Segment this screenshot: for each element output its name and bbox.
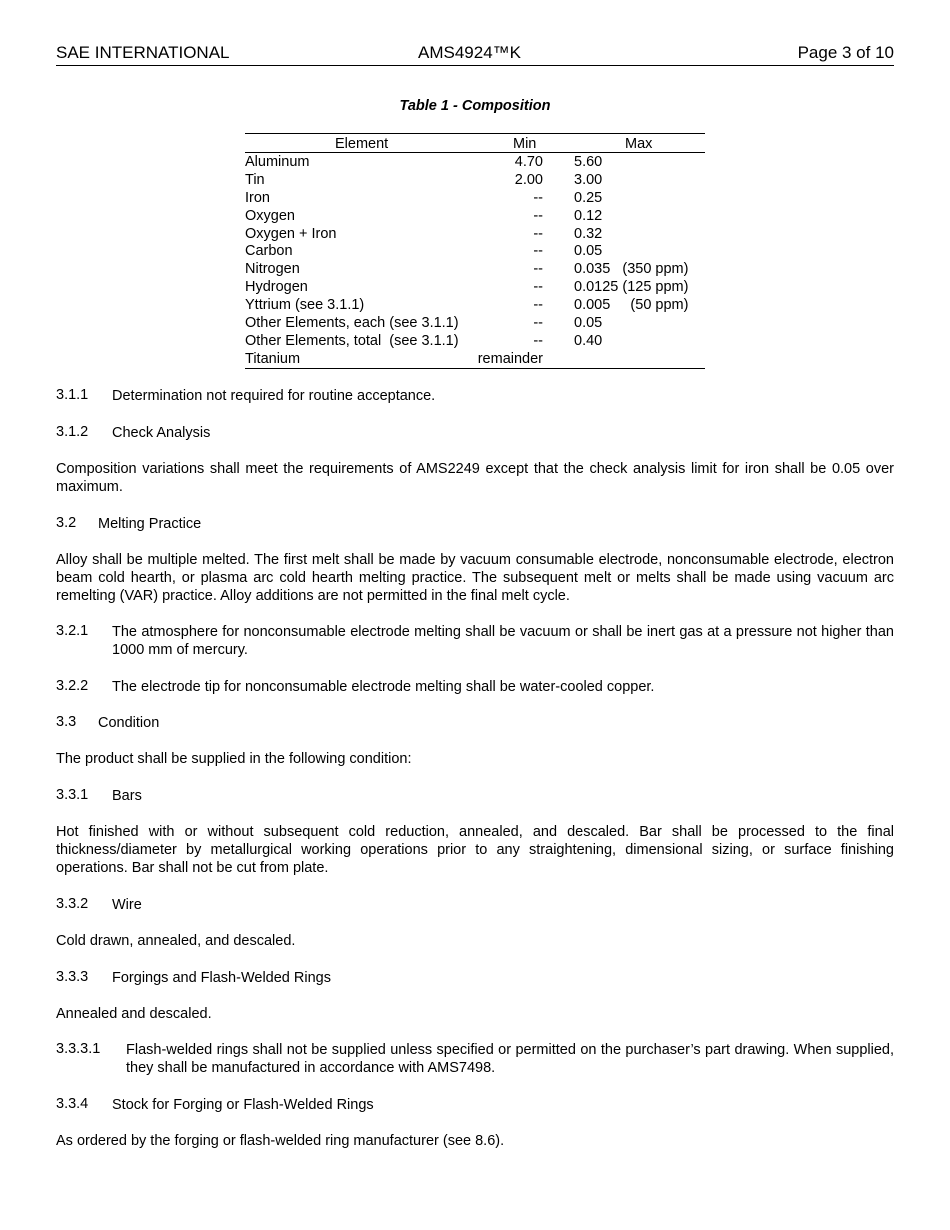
cell-min: -- <box>533 315 543 332</box>
cell-element: Aluminum <box>245 154 310 170</box>
section-number: 3.3.4 <box>56 1096 89 1112</box>
cell-element: Oxygen + Iron <box>245 225 337 242</box>
table-row <box>245 260 705 278</box>
table-row <box>245 189 705 207</box>
cell-min: 2.00 <box>514 171 543 188</box>
page-header <box>56 43 894 66</box>
cell-min: -- <box>533 189 543 206</box>
table-row <box>245 207 705 225</box>
section-title: Wire <box>112 897 142 913</box>
paragraph: Hot finished with or without subsequent cold reduction, annealed, and descaled. Bar shall be processed to the final thickness/diameter by metallurgical working operations prior to any straightening, dimensional sizing, or surface finishing operations. Bar shall not be cut from plate. <box>56 824 894 876</box>
cell-min: -- <box>533 297 543 314</box>
section-title: Forgings and Flash-Welded Rings <box>112 970 331 986</box>
section-title: Condition <box>98 715 160 731</box>
composition-table <box>245 133 705 369</box>
cell-element: Titanium <box>245 350 301 367</box>
section-number: 3.2.1 <box>56 623 89 639</box>
cell-min: -- <box>533 279 543 296</box>
cell-min: 4.70 <box>514 154 543 170</box>
table-row <box>245 296 705 314</box>
cell-max: 0.32 <box>574 225 603 242</box>
cell-element: Yttrium (see 3.1.1) <box>245 297 365 314</box>
table-row <box>245 314 705 332</box>
header-page-number: Page 3 of 10 <box>797 43 894 62</box>
paragraph: Cold drawn, annealed, and descaled. <box>56 933 296 949</box>
paragraph: Alloy shall be multiple melted. The first melt shall be made by vacuum consumable electrode, nonconsumable electrode, electron beam cold hearth, or plasma arc cold hearth melting practice. The subsequent melt or melts shall be made using vacuum arc remelting (VAR) practice. Alloy additions are not permitted in the final melt cycle. <box>56 552 894 604</box>
table-row <box>245 242 705 260</box>
cell-min: remainder <box>477 350 543 367</box>
section-number: 3.3.3.1 <box>56 1041 101 1057</box>
cell-element: Nitrogen <box>245 261 300 278</box>
table-row <box>245 225 705 243</box>
cell-element: Iron <box>245 189 270 206</box>
section-title: Stock for Forging or Flash-Welded Rings <box>112 1097 374 1113</box>
cell-element: Other Elements, each (see 3.1.1) <box>245 315 459 332</box>
section-title: Bars <box>112 788 142 804</box>
paragraph: As ordered by the forging or flash-welded ring manufacturer (see 8.6). <box>56 1133 505 1149</box>
table-body <box>245 153 705 368</box>
cell-max: 0.12 <box>574 207 603 224</box>
header-doc-number: AMS4924™K <box>418 43 521 62</box>
paragraph: The product shall be supplied in the following condition: <box>56 751 412 767</box>
cell-min: -- <box>533 225 543 242</box>
table-row <box>245 153 705 171</box>
section-title: Check Analysis <box>112 425 211 441</box>
section-number: 3.3.1 <box>56 787 89 803</box>
section-text: The atmosphere for nonconsumable electrode melting shall be vacuum or shall be inert gas at a pressure not higher than 1000 mm of mercury. <box>112 624 894 658</box>
table-caption: Table 1 - Composition <box>399 98 551 114</box>
column-header-max: Max <box>625 136 653 152</box>
cell-element: Other Elements, total (see 3.1.1) <box>245 332 459 349</box>
cell-max: 0.005 (50 ppm) <box>574 297 689 314</box>
table-row <box>245 350 705 368</box>
section-number: 3.2 <box>56 515 77 531</box>
section-text: Determination not required for routine acceptance. <box>112 388 436 404</box>
paragraph: Composition variations shall meet the requirements of AMS2249 except that the check analysis limit for iron shall be 0.05 over maximum. <box>56 461 894 495</box>
cell-max: 0.035 (350 ppm) <box>574 261 689 278</box>
cell-max: 5.60 <box>574 154 603 170</box>
cell-min: -- <box>533 207 543 224</box>
section-number: 3.3.3 <box>56 969 89 985</box>
cell-max: 3.00 <box>574 171 603 188</box>
cell-max: 0.05 <box>574 243 603 260</box>
cell-element: Tin <box>245 171 265 188</box>
section-text: Flash-welded rings shall not be supplied unless specified or permitted on the purchaser’s part drawing. When supplied, they shall be manufactured in accordance with AMS7498. <box>126 1042 894 1076</box>
section-number: 3.3.2 <box>56 896 89 912</box>
cell-element: Oxygen <box>245 207 295 224</box>
table-header-row <box>245 134 705 153</box>
paragraph: Annealed and descaled. <box>56 1006 212 1022</box>
section-text: The electrode tip for nonconsumable electrode melting shall be water-cooled copper. <box>112 679 655 695</box>
cell-max: 0.25 <box>574 189 603 206</box>
cell-max: 0.40 <box>574 332 603 349</box>
cell-max: 0.0125 (125 ppm) <box>574 279 689 296</box>
column-header-min: Min <box>513 136 537 152</box>
section-number: 3.3 <box>56 714 77 730</box>
column-header-element: Element <box>335 136 389 152</box>
section-number: 3.1.1 <box>56 387 89 403</box>
section-title: Melting Practice <box>98 516 202 532</box>
header-org: SAE INTERNATIONAL <box>56 43 230 62</box>
cell-min: -- <box>533 332 543 349</box>
cell-min: -- <box>533 261 543 278</box>
table-row <box>245 171 705 189</box>
section-number: 3.2.2 <box>56 678 89 694</box>
cell-element: Carbon <box>245 243 293 260</box>
table-row <box>245 332 705 350</box>
cell-min: -- <box>533 243 543 260</box>
cell-max: 0.05 <box>574 315 603 332</box>
table-row <box>245 278 705 296</box>
cell-element: Hydrogen <box>245 279 308 296</box>
section-number: 3.1.2 <box>56 424 89 440</box>
